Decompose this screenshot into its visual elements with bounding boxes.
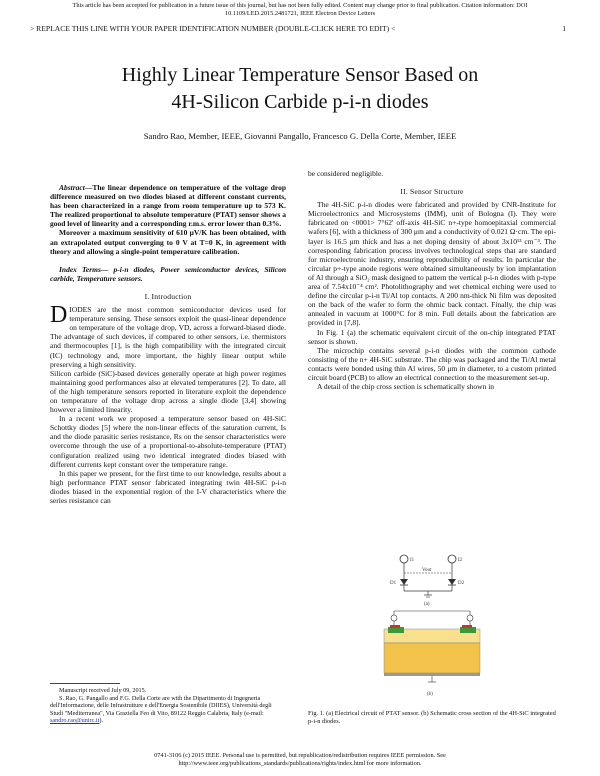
intro-paragraph-3: In a recent work we proposed a temperature sensor based on 4H-SiC Schottky diodes [5] where the non-linear effects of the saturation current, Is and the diode parasitic series resistance, Rs on the sensor characteristics were overcome through the use of a proportional-to-absolute-temperature (PTAT) configuration realized using two identical integrated diodes biased with different currents kept constant over the temperature range. — [50, 414, 286, 469]
abstract-label: Abstract — [59, 183, 85, 192]
intro-paragraph-4: In this paper we present, for the first time to our knowledge, results about a high performance PTAT sensor fabricated integrating twin 4H-SiC p-i-n diodes biased in the exponential region of the I-V characteristics where the series resistance can — [50, 468, 286, 505]
left-column — [50, 183, 286, 505]
abstract-paragraph-2: Moreover a maximum sensitivity of 610 μV/K has been obtained, with an extrapolated output converging to 0 V at T=0 K, in agreement with theory and allowing a single-point temperature calibration. — [50, 228, 286, 256]
notice-line-1: This article has been accepted for publication in a future issue of this journal, but has not been fully edited. Content may change prior to final publication. Citation information: DOI — [72, 2, 528, 9]
right-column — [308, 169, 556, 391]
substrate-layer — [384, 643, 480, 673]
back-contact — [384, 673, 480, 676]
notice-line-2: 10.1109/LED.2015.2481721, IEEE Electron Device Letters — [224, 9, 376, 17]
fig-label-b: (b) — [427, 692, 433, 697]
title-line-1: Highly Linear Temperature Sensor Based on — [121, 64, 479, 86]
footnote-received: Manuscript received July 09, 2015. — [59, 687, 147, 694]
title-line-2: 4H-Silicon Carbide p-i-n diodes — [171, 91, 429, 113]
drop-cap: D — [50, 302, 68, 329]
structure-paragraph-1: The 4H-SiC p-i-n diodes were fabricated and provided by CNR-Institute for Microelectronics and Microsystems (IMM), unit of Bologna (I). They were fabricated on <0001> 7°62' off-axis 4H-SiC n+-type homoepitaxial commercial wafers [6], with a thickness of 300 μm and a conductivity of 0.021 Ω·cm. The epi-layer is 16.5 μm thick and has a net doping density of about 3x10¹³ cm⁻³. The corresponding fabrication process involves technological steps that are standard for microelectronic industry, ensuring reproducibility of results. In particular the circular p+-type anode regions were obtained simultaneously by ion implantation of Al through a SiO₂ mask designed to pattern the vertical p-i-n diodes with p-type area of 7.54x10⁻⁴ cm². Photolithography and wet chemical etching were used to define the circular p-i-n Ti/Al top contacts. A 200 nm-thick Ni film was deposited on the back of the wafer to form the ohmic back contact. Finally, the chip was annealed in vacuum at 1000°C for 8 min. Full details about the fabrication are provided in [7,8]. — [308, 200, 556, 328]
contact-1 — [390, 625, 400, 628]
abstract-paragraph-1 — [50, 183, 286, 228]
abstract-text-1: —The linear dependence on temperature of the voltage drop difference measured on two diodes biased at different constant currents, has been characterized in a range from room temperature up to 573 K. The realized proportional to absolute temperature (PTAT) sensor shows a good level of linearity and a corresponding r.m.s. error lower than 0.3%. — [50, 183, 286, 229]
structure-heading: II. Sensor Structure — [400, 187, 464, 197]
publication-notice — [8, 2, 592, 17]
paper-title — [40, 62, 560, 116]
bias-source-2-icon — [467, 615, 473, 621]
diode-d1-icon — [400, 579, 408, 585]
cross-section-diagram — [384, 611, 480, 697]
structure-paragraph-2: In Fig. 1 (a) the schematic equivalent circuit of the on-chip integrated PTAT sensor is shown. — [308, 327, 556, 346]
intro-paragraph-2: Silicon carbide (SiC)-based devices generally operate at high power regimes maintaining good performances also at elevated temperatures [2]. To date, all of the high temperature sensors reported in literature exploit the dependence on temperature of the voltage drop across a single diode [3,4] showing however a limited linearity. — [50, 368, 286, 415]
index-terms: Index Terms— p-i-n diodes, Power semiconductor devices, Silicon carbide, Temperature sensors. — [50, 264, 286, 283]
structure-paragraph-3: The microchip contains several p-i-n diodes with the common cathode consisting of the n+ 4H-SiC substrate. The chip was packaged and the Ti/Al metal contacts were bonded using thin Al wires, 50 μm in diameter, to a custom printed circuit board (PCB) to allow an electrical connection to the measurement set-up. — [308, 345, 556, 382]
d1-label: D1 — [390, 581, 397, 586]
page-number: 1 — [562, 24, 566, 33]
diode-d2-icon — [448, 579, 456, 585]
header-text: > REPLACE THIS LINE WITH YOUR PAPER IDENTIFICATION NUMBER (DOUBLE-CLICK HERE TO EDIT) < — [30, 24, 396, 33]
figure-caption: Fig. 1. (a) Electrical circuit of PTAT sensor. (b) Schematic cross section of the 4H-SiC integrated p-i-n diodes. — [308, 710, 556, 725]
footnote — [50, 687, 286, 725]
copyright-notice — [60, 752, 540, 768]
structure-paragraph-4: A detail of the chip cross section is schematically shown in — [317, 382, 495, 392]
right-continuation: be considered negligible. — [308, 169, 384, 178]
fig-label-a: (a) — [424, 602, 430, 607]
footnote-close: ). — [99, 717, 103, 725]
intro-text-1: IODES are the most common semiconductor devices used for temperature sensing. These sensors exploit the quasi-linear dependence on temperature of the voltage drop, VD, across a forward-biased diode. The advantage of such devices, if compared to other sensors, i.e. thermistors and thermocouples [1], is the high compatibility with the integrated circuit (IC) technology and, more important, the highly linear output while preserving a high sensitivity. — [50, 305, 286, 369]
d2-label: D2 — [458, 581, 465, 586]
i2-label: I2 — [458, 558, 463, 563]
figure-1 — [364, 549, 524, 701]
i1-label: I1 — [410, 558, 415, 563]
footnote-divider — [50, 683, 120, 684]
footnote-affil-text: S. Rao, G. Pangallo and F.G. Della Corte are with the Dipartimento di Ingegneria dell'Informazione, delle Infrastrutture e dell'Energia Sostenibile (DIIES), Università degli Studi "Mediterranea", Via Graziella Feo di Vito, 89122 Reggio Calabria, Italy (e-mail: — [50, 694, 272, 717]
contact-2 — [462, 625, 472, 628]
circuit-diagram — [390, 555, 465, 607]
bias-source-1-icon — [391, 615, 397, 621]
vout-label: Vout — [422, 568, 432, 573]
author-list: Sandro Rao, Member, IEEE, Giovanni Pangallo, Francesco G. Della Corte, Member, IEEE — [143, 131, 457, 141]
intro-paragraph-1 — [50, 302, 286, 369]
intro-heading: I. Introduction — [144, 291, 192, 301]
copyright-line-1: 0741-3106 (c) 2015 IEEE. Personal use is permitted, but republication/redistribution requires IEEE permission. See — [154, 752, 446, 759]
footnote-affiliation — [50, 695, 286, 725]
author-email-link[interactable]: sandro.rao@unirc.it — [50, 717, 100, 725]
current-source-2-icon — [448, 555, 456, 563]
running-header — [30, 24, 570, 33]
copyright-line-2: http://www.ieee.org/publications_standards/publications/rights/index.html for more information. — [178, 759, 422, 767]
current-source-1-icon — [400, 555, 408, 563]
